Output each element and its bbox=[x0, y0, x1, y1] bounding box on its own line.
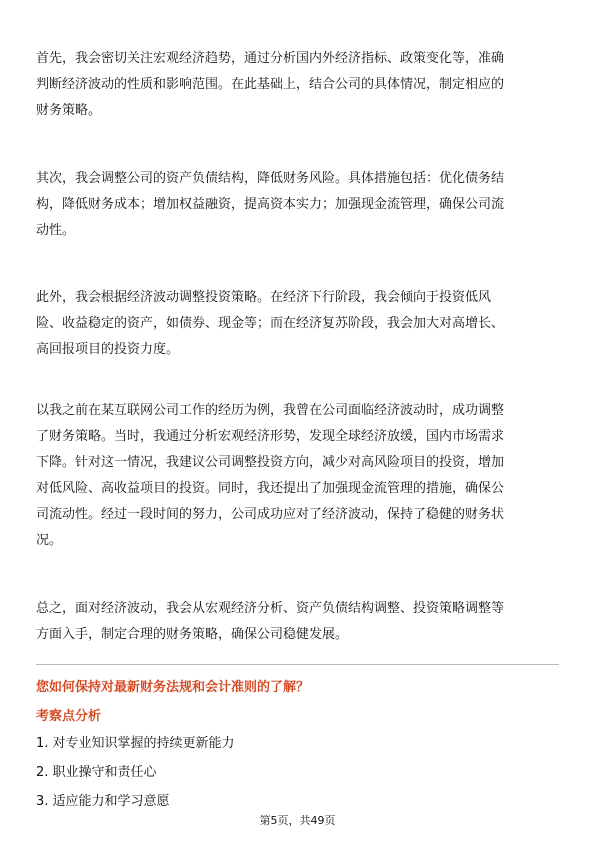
paragraph-3 bbox=[36, 285, 561, 363]
paragraph-1 bbox=[36, 46, 561, 124]
paragraph-line: 构，降低财务成本；增加权益融资，提高资本实力；加强现金流管理，确保公司流 bbox=[36, 197, 505, 212]
paragraph-line: 了财务策略。当时，我通过分析宏观经济形势，发现全球经济放缓，国内市场需求 bbox=[36, 429, 505, 444]
paragraph-2 bbox=[36, 166, 561, 244]
paragraph-line: 判断经济波动的性质和影响范围。在此基础上，结合公司的具体情况，制定相应的 bbox=[36, 77, 505, 92]
paragraph-line: 况。 bbox=[36, 533, 63, 548]
paragraph-line: 方面入手，制定合理的财务策略，确保公司稳健发展。 bbox=[36, 627, 349, 642]
page-number: 第5页，共49页 bbox=[259, 814, 336, 827]
paragraph-line: 总之，面对经济波动，我会从宏观经济分析、资产负债结构调整、投资策略调整等 bbox=[36, 601, 505, 616]
paragraph-line: 对低风险、高收益项目的投资。同时，我还提出了加强现金流管理的措施，确保公 bbox=[36, 481, 505, 496]
paragraph-line: 下降。针对这一情况，我建议公司调整投资方向，减少对高风险项目的投资，增加 bbox=[36, 455, 505, 470]
paragraph-line: 险、收益稳定的资产，如债券、现金等；而在经济复苏阶段，我会加大对高增长、 bbox=[36, 316, 505, 331]
paragraph-line: 司流动性。经过一段时间的努力，公司成功应对了经济波动，保持了稳健的财务状 bbox=[36, 507, 505, 522]
paragraph-line: 高回报项目的投资力度。 bbox=[36, 342, 180, 357]
paragraph-4 bbox=[36, 398, 561, 554]
paragraph-line: 财务策略。 bbox=[36, 103, 102, 118]
paragraph-line: 动性。 bbox=[36, 223, 76, 238]
paragraph-line: 其次，我会调整公司的资产负债结构，降低财务风险。具体措施包括：优化债务结 bbox=[36, 171, 505, 186]
section-divider bbox=[36, 664, 559, 665]
analysis-section-title: 考察点分析 bbox=[36, 709, 102, 724]
paragraph-line: 此外，我会根据经济波动调整投资策略。在经济下行阶段，我会倾向于投资低风 bbox=[36, 290, 492, 305]
analysis-point: 3. 适应能力和学习意愿 bbox=[36, 794, 170, 809]
paragraph-line: 首先，我会密切关注宏观经济趋势，通过分析国内外经济指标、政策变化等，准确 bbox=[36, 51, 505, 66]
analysis-point: 1. 对专业知识掌握的持续更新能力 bbox=[36, 736, 235, 751]
paragraph-line: 以我之前在某互联网公司工作的经历为例，我曾在公司面临经济波动时，成功调整 bbox=[36, 403, 505, 418]
paragraph-5 bbox=[36, 596, 561, 648]
analysis-point: 2. 职业操守和责任心 bbox=[36, 765, 157, 780]
question-heading: 您如何保持对最新财务法规和会计准则的了解？ bbox=[36, 680, 310, 695]
